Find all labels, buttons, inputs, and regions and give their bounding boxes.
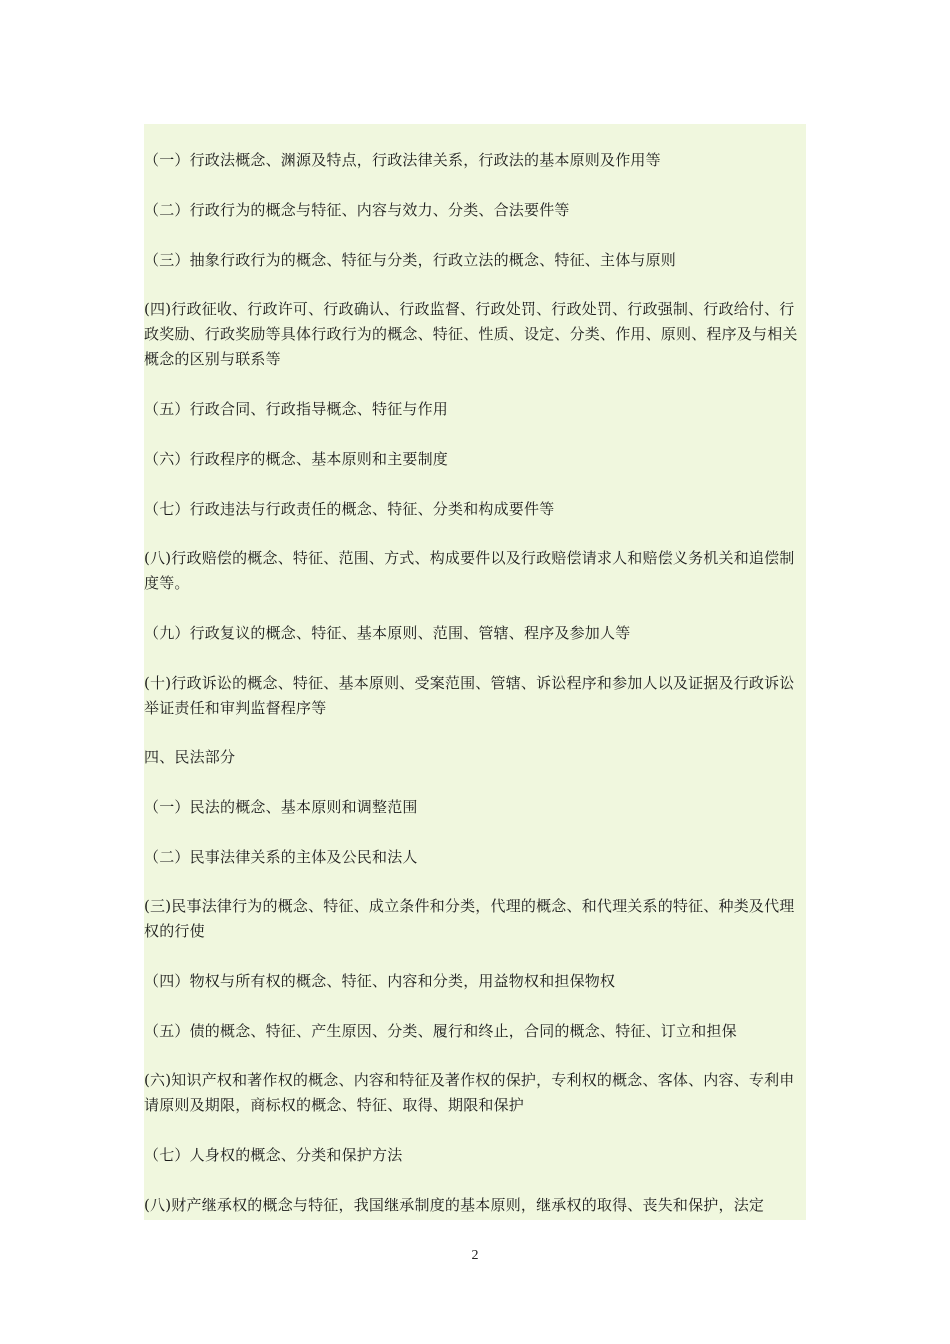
- paragraph-civil-3: (三)民事法律行为的概念、特征、成立条件和分类，代理的概念、和代理关系的特征、种类及代理权的行使: [144, 897, 795, 940]
- paragraph-admin-1: （一）行政法概念、渊源及特点，行政法律关系，行政法的基本原则及作用等: [144, 151, 661, 169]
- paragraph-civil-2: （二）民事法律关系的主体及公民和法人: [144, 848, 418, 866]
- paragraph-civil-5: （五）债的概念、特征、产生原因、分类、履行和终止，合同的概念、特征、订立和担保: [144, 1022, 737, 1040]
- paragraph-civil-7: （七）人身权的概念、分类和保护方法: [144, 1146, 403, 1164]
- paragraph-admin-10: (十)行政诉讼的概念、特征、基本原则、受案范围、管辖、诉讼程序和参加人以及证据及行政诉讼举证责任和审判监督程序等: [144, 674, 795, 717]
- page-number: 2: [471, 1248, 479, 1263]
- paragraph-admin-6: （六）行政程序的概念、基本原则和主要制度: [144, 450, 449, 468]
- paragraph-admin-2: （二）行政行为的概念与特征、内容与效力、分类、合法要件等: [144, 201, 570, 219]
- paragraph-admin-7: （七）行政违法与行政责任的概念、特征、分类和构成要件等: [144, 500, 555, 518]
- paragraph-admin-3: （三）抽象行政行为的概念、特征与分类，行政立法的概念、特征、主体与原则: [144, 251, 677, 269]
- paragraph-civil-1: （一）民法的概念、基本原则和调整范围: [144, 798, 418, 816]
- paragraph-civil-4: （四）物权与所有权的概念、特征、内容和分类，用益物权和担保物权: [144, 972, 616, 990]
- paragraph-admin-5: （五）行政合同、行政指导概念、特征与作用: [144, 400, 449, 418]
- document-body: [144, 124, 806, 1220]
- section-heading-civil-law: 四、民法部分: [144, 748, 236, 766]
- paragraph-civil-8: (八)财产继承权的概念与特征，我国继承制度的基本原则，继承权的取得、丧失和保护，法定: [144, 1196, 765, 1214]
- paragraph-civil-6: (六)知识产权和著作权的概念、内容和特征及著作权的保护，专利权的概念、客体、内容、专利申请原则及期限，商标权的概念、特征、取得、期限和保护: [144, 1071, 795, 1114]
- paragraph-admin-9: （九）行政复议的概念、特征、基本原则、范围、管辖、程序及参加人等: [144, 624, 631, 642]
- paragraph-admin-4: (四)行政征收、行政许可、行政确认、行政监督、行政处罚、行政处罚、行政强制、行政给付、行政奖励、行政奖励等具体行政行为的概念、特征、性质、设定、分类、作用、原则、程序及与相关概念的区别与联系等: [144, 300, 798, 368]
- paragraph-admin-8: (八)行政赔偿的概念、特征、范围、方式、构成要件以及行政赔偿请求人和赔偿义务机关和追偿制度等。: [144, 549, 795, 592]
